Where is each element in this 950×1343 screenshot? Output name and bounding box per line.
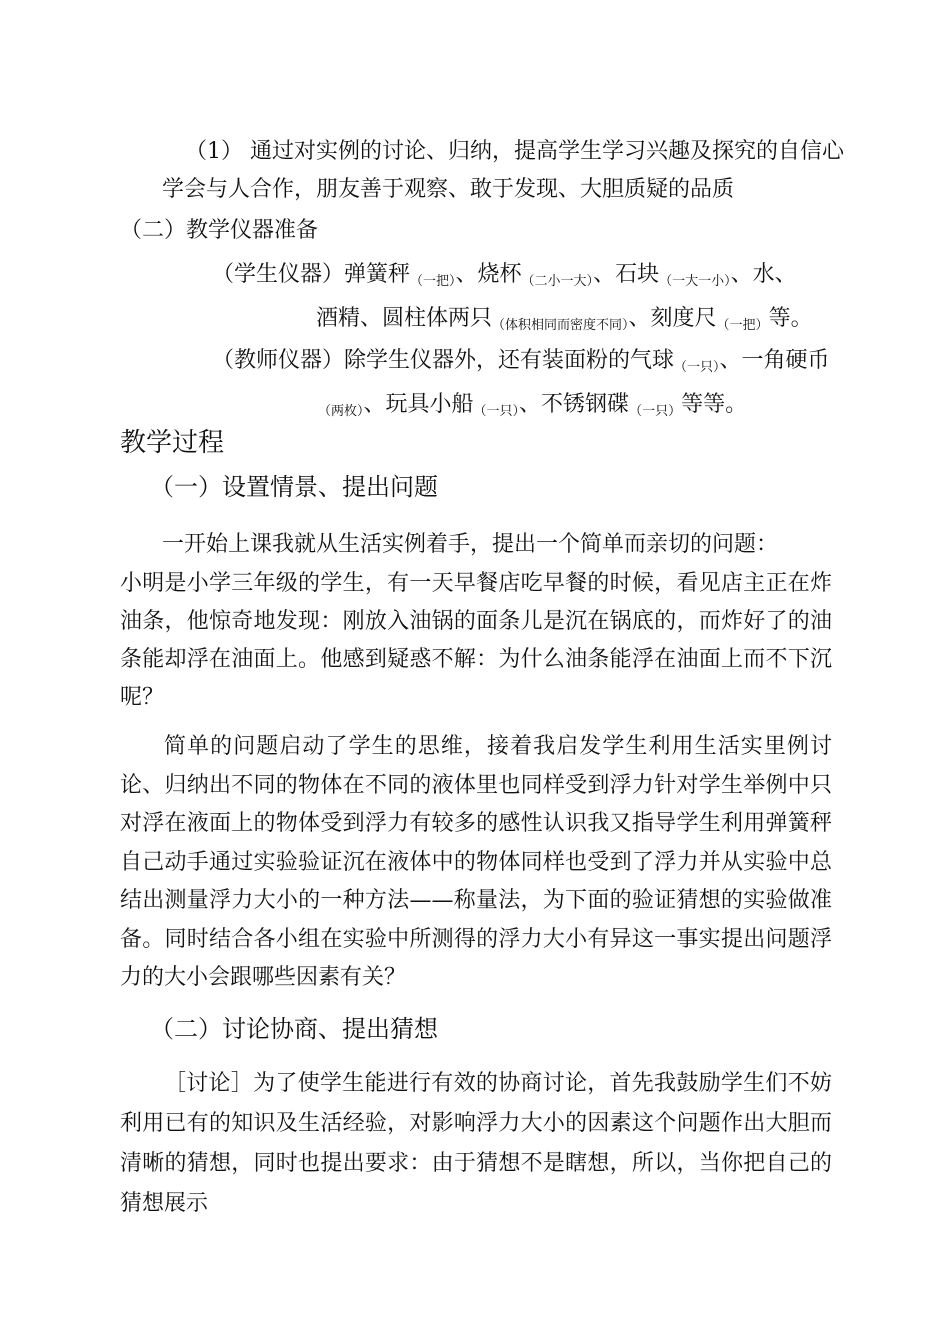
student-equipment-text: 、石块 — [593, 262, 660, 287]
goal-line-2: 学会与人合作，朋友善于观察、敢于发现、大胆质疑的品质 — [162, 177, 735, 202]
qty-note: （一只） — [473, 404, 520, 419]
student-equipment-text: 、水、 — [730, 262, 797, 287]
teacher-equipment-text: 等等。 — [681, 392, 748, 417]
teacher-equipment-line-1 — [212, 346, 830, 379]
teacher-equipment-text: 、玩具小船 — [363, 392, 474, 417]
teacher-equipment-text: 、一角硬币 — [719, 348, 830, 373]
teacher-equipment-line-2 — [318, 390, 747, 423]
teacher-equipment-text: 、不锈钢碟 — [519, 392, 630, 417]
body-paragraph-1-text: 简单的问题启动了学生的思维，接着我启发学生利用生活实里例讨论、归纳出不同的物体在不同的液体里也同样受到浮力针对学生举例中只对浮在液面上的物体受到浮力有较多的感性认识我又指导学生利用弹簧秤自己动手通过实验验证沉在液体中的物体同样也受到了浮力并从实验中总结出测量浮力大小的一种方法——称量法，为下面的验证猜想的实验做准备。同时结合各小组在实验中所测得的浮力大小有异这一事实提出问题 — [120, 734, 832, 952]
goal-line-1: （1） 通过对实例的讨论、归纳，提高学生学习兴趣及探究的自信心 — [185, 139, 844, 164]
qty-note: （一大一小） — [659, 274, 731, 289]
student-equipment-text: 等。 — [768, 306, 813, 331]
qty-note: （一只） — [674, 360, 720, 375]
section-2-title: （二）讨论协商、提出猜想 — [150, 1015, 438, 1043]
qty-note: （一把） — [410, 274, 456, 289]
student-equipment-line-1 — [212, 260, 797, 293]
qty-note: （一把） — [716, 318, 769, 333]
section-1-intro: 一开始上课我就从生活实例着手，提出一个简单而亲切的问题： — [162, 532, 779, 557]
section-1-title: （一）设置情景、提出问题 — [150, 473, 438, 501]
student-equipment-line-2 — [316, 304, 813, 337]
story-paragraph: 小明是小学三年级的学生，有一天早餐店吃早餐的时候，看见店主正在炸油条，他惊奇地发现：刚放入油锅的面条儿是沉在锅底的，而炸好了的油条能却浮在油面上。他感到疑惑不解：为什么油条能浮在油面上而不下沉呢？ — [120, 571, 832, 710]
process-title: 教学过程 — [120, 428, 225, 458]
qty-note: （一只） — [629, 404, 682, 419]
body-paragraph-2: ［讨论］为了使学生能进行有效的协商讨论，首先我鼓励学生们不妨利用已有的知识及生活经验，对影响浮力大小的因素这个问题作出大胆而清晰的猜想，同时也提出要求：由于猜想不是瞎想，所以，当你把自己的猜想展示 — [120, 1071, 832, 1216]
body-paragraph-1 — [120, 728, 832, 998]
equipment-title: （二）教学仪器准备 — [120, 218, 319, 243]
qty-note: （两枚） — [318, 404, 364, 419]
student-equipment-text: （学生仪器）弹簧秤 — [212, 262, 411, 287]
key-question: 浮力的大小会跟哪些因素有关？ — [120, 926, 832, 990]
student-equipment-text: 酒精、圆柱体两只 — [316, 306, 493, 331]
student-equipment-text: 、刻度尺 — [628, 306, 717, 331]
qty-note: （二小一大） — [521, 274, 594, 289]
qty-note: （体积相同而密度不同） — [492, 318, 629, 333]
student-equipment-text: 、烧杯 — [455, 262, 522, 287]
teacher-equipment-text: （教师仪器）除学生仪器外，还有装面粉的气球 — [212, 348, 675, 373]
